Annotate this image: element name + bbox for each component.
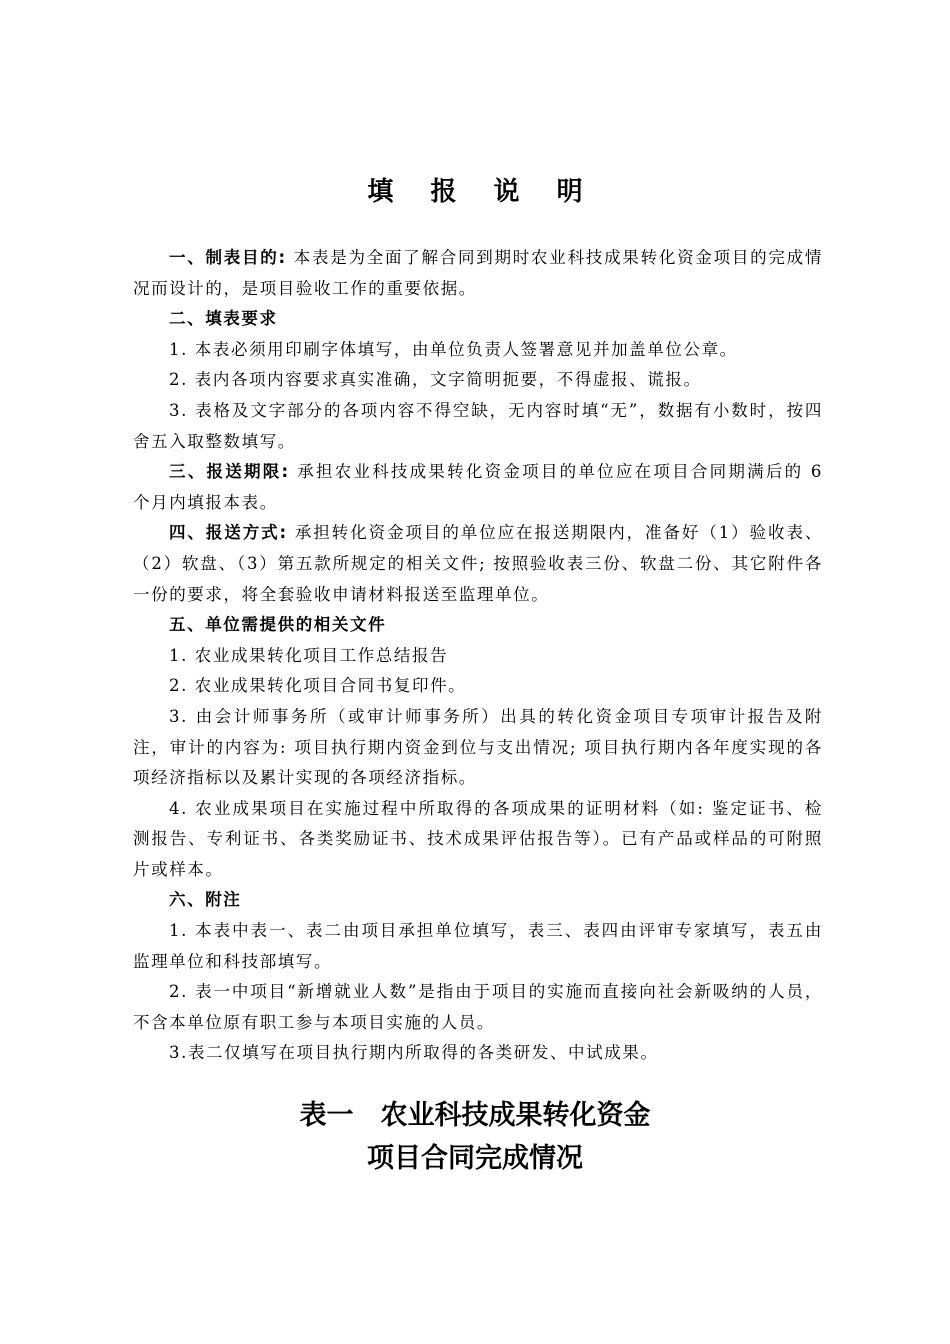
section-heading	[0, 1094, 950, 1180]
paragraph-text: 3.表二仅填写在项目执行期内所取得的各类研发、中试成果。	[169, 1043, 659, 1063]
paragraph	[133, 610, 823, 641]
paragraph-text: 1. 本表必须用印刷字体填写，由单位负责人签署意见并加盖单位公章。	[169, 339, 738, 359]
paragraph	[133, 396, 823, 457]
paragraph-text: 3. 表格及文字部分的各项内容不得空缺，无内容时填“无”，数据有小数时，按四舍五入取整数填写。	[133, 400, 823, 451]
paragraph	[133, 641, 823, 672]
paragraph-text: 2. 农业成果转化项目合同书复印件。	[169, 676, 467, 696]
paragraph	[133, 304, 823, 335]
section-heading-line-2: 项目合同完成情况	[367, 1143, 583, 1174]
paragraph-text: 承担农业科技成果转化资金项目的单位应在项目合同期满后的 6 个月内填报本表。	[133, 462, 823, 512]
paragraph-text: 承担转化资金项目的单位应在报送期限内，准备好（1）验收表、（2）软盘、（3）第五款所规定的相关文件; 按照验收表三份、软盘二份、其它附件各一份的要求，将全套验收申请材料报送至监理单位。	[133, 523, 823, 604]
paragraph-heading: 五、单位需提供的相关文件	[169, 615, 387, 635]
paragraph-text: 4. 农业成果项目在实施过程中所取得的各项成果的证明材料（如: 鉴定证书、检测报告、专利证书、各类奖励证书、技术成果评估报告等）。已有产品或样品的可附照片或样本。	[133, 798, 823, 879]
paragraph	[133, 1038, 823, 1069]
paragraph	[133, 335, 823, 366]
paragraph-text: 1. 农业成果转化项目工作总结报告	[169, 645, 449, 665]
paragraph-text: 2. 表内各项内容要求真实准确，文字简明扼要，不得虚报、谎报。	[169, 370, 702, 390]
paragraph	[133, 702, 823, 794]
paragraph	[133, 365, 823, 396]
paragraph-heading: 四、报送方式:	[169, 523, 288, 543]
paragraph-text: 3. 由会计师事务所（或审计师事务所）出具的转化资金项目专项审计报告及附注，审计的内容为: 项目执行期内资金到位与支出情况; 项目执行期内各年度实现的各项经济指标以及累计实现的各项经济指标。	[133, 706, 823, 788]
paragraph	[133, 794, 823, 886]
page-title: 填 报 说 明	[367, 177, 597, 207]
paragraph	[133, 457, 823, 518]
paragraph-heading: 六、附注	[169, 890, 242, 910]
paragraph	[133, 977, 823, 1038]
paragraph-heading: 三、报送期限:	[169, 462, 290, 482]
section-heading-line-1: 表一 农业科技成果转化资金	[299, 1100, 651, 1131]
paragraph	[133, 671, 823, 702]
paragraph-text: 本表是为全面了解合同到期时农业科技成果转化资金项目的完成情况而设计的，是项目验收工作的重要依据。	[133, 248, 823, 298]
paragraph	[133, 518, 823, 610]
paragraph-heading: 二、填表要求	[169, 309, 278, 329]
paragraph	[133, 916, 823, 977]
paragraph	[133, 243, 823, 304]
paragraph-text: 2. 表一中项目“新增就业人数”是指由于项目的实施而直接向社会新吸纳的人员，不含本单位原有职工参与本项目实施的人员。	[133, 982, 823, 1032]
paragraph-heading: 一、制表目的:	[169, 248, 287, 267]
paragraph-text: 1. 本表中表一、表二由项目承担单位填写，表三、表四由评审专家填写，表五由监理单位和科技部填写。	[133, 921, 823, 971]
paragraph	[133, 885, 823, 916]
instructions-body	[133, 243, 823, 1069]
